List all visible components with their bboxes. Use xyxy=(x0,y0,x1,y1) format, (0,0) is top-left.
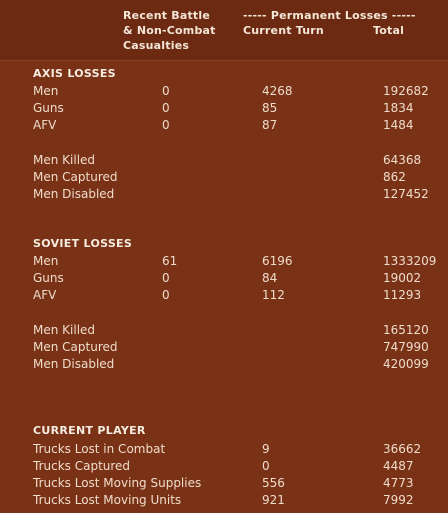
recent-value: 61 xyxy=(162,254,178,268)
column-header xyxy=(0,0,448,60)
row-label: Men Killed xyxy=(33,323,96,337)
recent-header-line1: Recent Battle xyxy=(123,9,210,22)
total-value: 64368 xyxy=(383,153,422,167)
total-value: 747990 xyxy=(383,340,429,354)
total-value: 7992 xyxy=(383,493,414,507)
axis-losses-title: AXIS LOSSES xyxy=(33,67,116,80)
current-value: 556 xyxy=(262,476,285,490)
soviet-row-men-disabled xyxy=(0,356,448,373)
total-value: 4773 xyxy=(383,476,414,490)
total-value: 1333209 xyxy=(383,254,437,268)
current-value: 84 xyxy=(262,271,278,285)
current-player-title: CURRENT PLAYER xyxy=(33,424,146,437)
soviet-losses-title: SOVIET LOSSES xyxy=(33,237,133,250)
soviet-row-men-captured xyxy=(0,339,448,356)
soviet-row-guns xyxy=(0,270,448,287)
current-value: 921 xyxy=(262,493,285,507)
axis-row-men-captured xyxy=(0,169,448,186)
row-label: Men Captured xyxy=(33,340,118,354)
row-label: Men Disabled xyxy=(33,187,115,201)
row-label: Trucks Lost Moving Supplies xyxy=(33,476,202,490)
current-value: 0 xyxy=(262,459,270,473)
total-value: 1484 xyxy=(383,118,414,132)
current-value: 4268 xyxy=(262,84,293,98)
axis-row-guns xyxy=(0,100,448,117)
row-label: Trucks Lost Moving Units xyxy=(33,493,182,507)
total-value: 11293 xyxy=(383,288,422,302)
current-turn-header: Current Turn xyxy=(243,24,324,37)
current-value: 6196 xyxy=(262,254,293,268)
recent-value: 0 xyxy=(162,271,170,285)
total-value: 1834 xyxy=(383,101,414,115)
recent-casualties-header xyxy=(123,8,216,53)
row-label: Men Captured xyxy=(33,170,118,184)
player-row-trucks-lost-units xyxy=(0,492,448,509)
recent-value: 0 xyxy=(162,288,170,302)
row-label: Guns xyxy=(33,271,64,285)
current-value: 112 xyxy=(262,288,285,302)
recent-value: 0 xyxy=(162,84,170,98)
current-value: 9 xyxy=(262,442,270,456)
axis-row-afv xyxy=(0,117,448,134)
total-value: 19002 xyxy=(383,271,422,285)
row-label: Trucks Lost in Combat xyxy=(33,442,166,456)
total-value: 862 xyxy=(383,170,406,184)
row-label: Men Disabled xyxy=(33,357,115,371)
row-label: AFV xyxy=(33,288,57,302)
row-label: AFV xyxy=(33,118,57,132)
losses-panel xyxy=(0,60,448,513)
soviet-row-afv xyxy=(0,287,448,304)
axis-row-men-killed xyxy=(0,152,448,169)
axis-row-men-disabled xyxy=(0,186,448,203)
soviet-row-men xyxy=(0,253,448,270)
soviet-row-men-killed xyxy=(0,322,448,339)
axis-row-men xyxy=(0,83,448,100)
current-value: 87 xyxy=(262,118,278,132)
recent-header-line2: & Non-Combat xyxy=(123,24,216,37)
current-value: 85 xyxy=(262,101,278,115)
player-row-trucks-captured xyxy=(0,458,448,475)
row-label: Men Killed xyxy=(33,153,96,167)
player-row-trucks-lost-combat xyxy=(0,441,448,458)
total-value: 4487 xyxy=(383,459,414,473)
permanent-losses-header: ----- Permanent Losses ----- xyxy=(243,9,416,22)
row-label: Trucks Captured xyxy=(33,459,131,473)
total-header: Total xyxy=(373,24,405,37)
total-value: 36662 xyxy=(383,442,422,456)
recent-header-line3: Casualties xyxy=(123,39,190,52)
total-value: 420099 xyxy=(383,357,429,371)
recent-value: 0 xyxy=(162,118,170,132)
total-value: 192682 xyxy=(383,84,429,98)
row-label: Men xyxy=(33,254,59,268)
player-row-trucks-lost-supplies xyxy=(0,475,448,492)
total-value: 127452 xyxy=(383,187,429,201)
recent-value: 0 xyxy=(162,101,170,115)
row-label: Men xyxy=(33,84,59,98)
total-value: 165120 xyxy=(383,323,429,337)
row-label: Guns xyxy=(33,101,64,115)
